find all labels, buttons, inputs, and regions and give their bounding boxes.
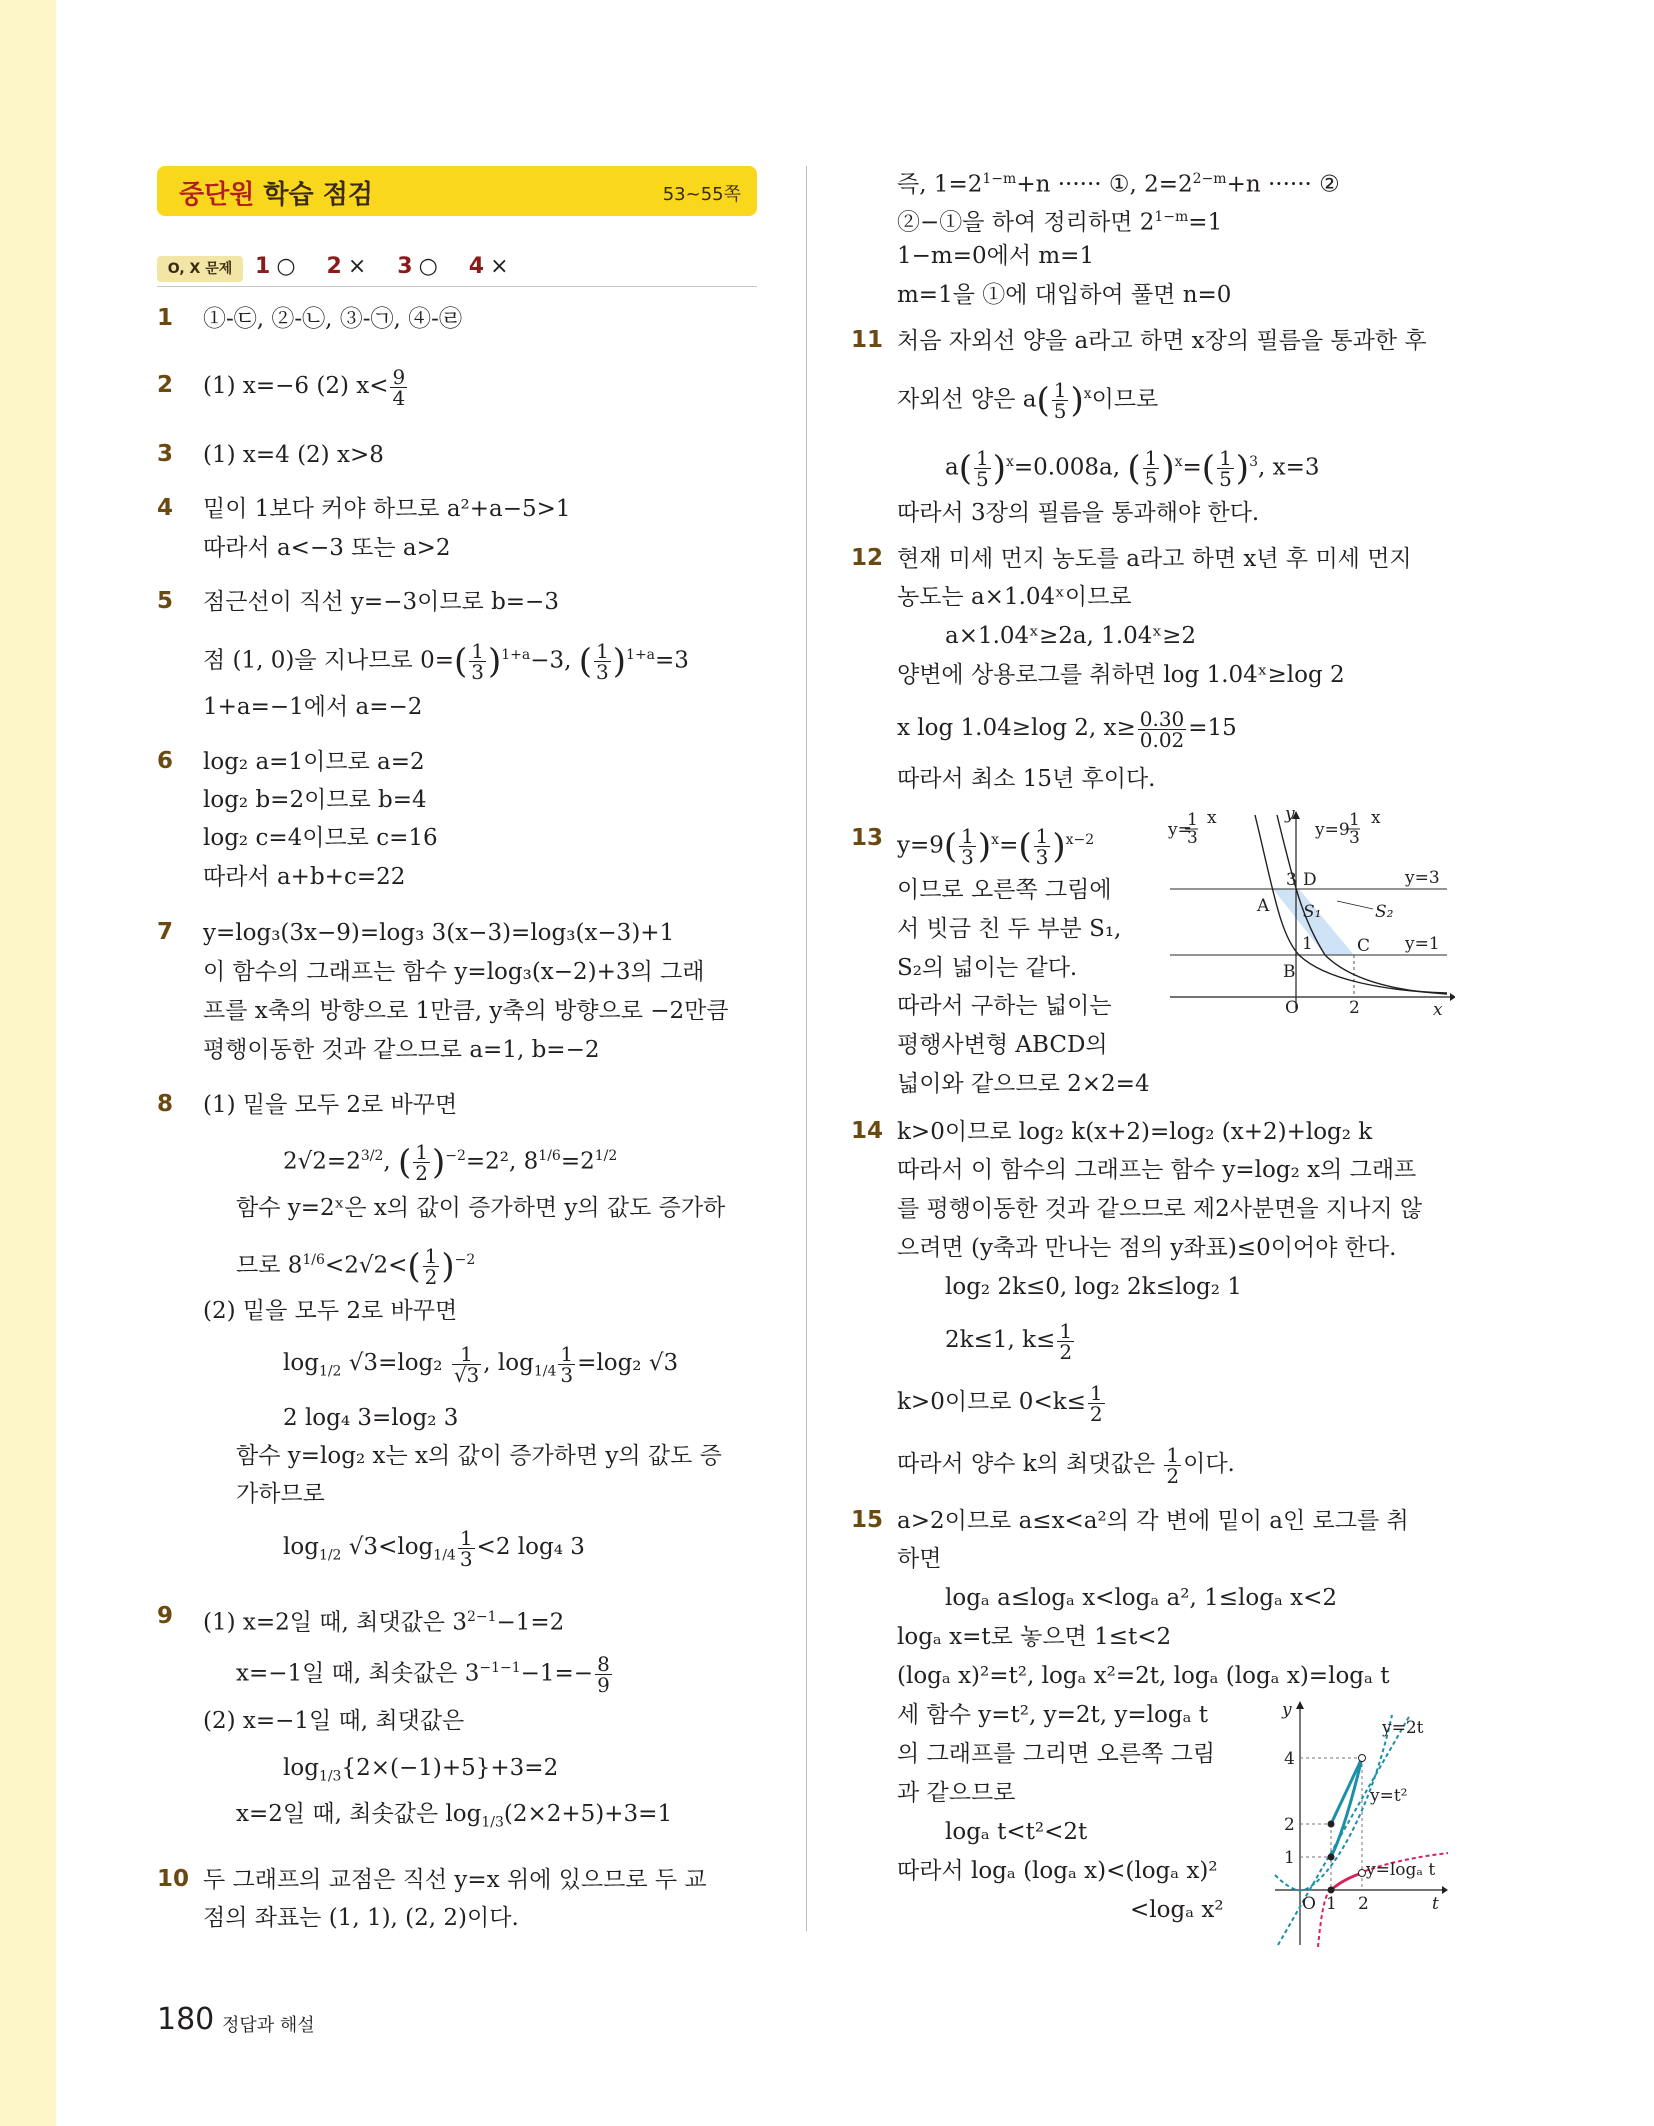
t-axis-arrow bbox=[1442, 1886, 1448, 1894]
fraction bbox=[558, 1341, 575, 1387]
problem-number: 8 bbox=[157, 1091, 174, 1117]
exponent: x bbox=[1083, 386, 1092, 402]
fraction bbox=[974, 446, 991, 492]
answer-line: 따라서 최소 15년 후이다. bbox=[897, 766, 1156, 792]
curve-log-segment bbox=[1331, 1873, 1362, 1890]
answer-text: ②−①을 하여 정리하면 2 bbox=[897, 209, 1155, 236]
answer-text: (2×2+5)+3=1 bbox=[503, 1801, 673, 1827]
page-number: 180 bbox=[157, 2002, 215, 2037]
answer-text: x=2일 때, 최솟값은 log bbox=[236, 1801, 482, 1827]
problem-number: 1 bbox=[157, 305, 174, 331]
denominator: 5 bbox=[975, 467, 989, 492]
label-f1-den: 3 bbox=[1187, 828, 1198, 848]
answer-line: 따라서 3장의 필름을 통과해야 한다. bbox=[897, 500, 1260, 526]
open-point bbox=[1359, 1755, 1366, 1762]
problem-number: 6 bbox=[157, 748, 174, 774]
answer-line bbox=[897, 164, 1340, 200]
denominator: 2 bbox=[424, 1265, 438, 1290]
answer-text: k>0이므로 0<k≤ bbox=[897, 1389, 1086, 1415]
numerator: 1 bbox=[424, 1244, 438, 1269]
axis-label-y: y bbox=[1285, 805, 1295, 824]
numerator: 1 bbox=[1144, 446, 1158, 471]
answer-line: 밑이 1보다 커야 하므로 a²+a−5>1 bbox=[203, 496, 571, 522]
answer-text: −3, bbox=[530, 647, 572, 674]
numerator: 1 bbox=[471, 639, 484, 664]
label-f2-den: 3 bbox=[1349, 828, 1360, 848]
numerator: 8 bbox=[597, 1652, 610, 1677]
section-header bbox=[157, 166, 757, 216]
y-axis-arrow bbox=[1296, 1701, 1304, 1709]
answer-line: 이므로 오른쪽 그림에 bbox=[897, 877, 1112, 903]
label-f1-exp: x bbox=[1207, 808, 1217, 828]
answer-line: 따라서 이 함수의 그래프는 함수 y=log₂ x의 그래프 bbox=[897, 1157, 1417, 1183]
answer-text: log bbox=[283, 1350, 319, 1376]
answer-line: log₂ c=4이므로 c=16 bbox=[203, 825, 438, 851]
numerator: 1 bbox=[975, 446, 989, 471]
section-title-sub: 학습 점검 bbox=[263, 180, 373, 210]
answer-text: , x=3 bbox=[1257, 454, 1320, 481]
log-base: 1/3 bbox=[318, 1768, 342, 1785]
fraction bbox=[1217, 446, 1234, 492]
answer-line: 함수 y=log₂ x는 x의 값이 증가하면 y의 값도 증 bbox=[236, 1443, 722, 1469]
tick-1: 1 bbox=[1302, 934, 1313, 954]
answer-line: (1) x=4 (2) x>8 bbox=[203, 442, 384, 468]
ox-answers bbox=[157, 254, 757, 287]
answer-line: 를 평행이동한 것과 같으므로 제2사분면을 지나지 않 bbox=[897, 1196, 1423, 1222]
answer-text: x log 1.04≥log 2, x≥ bbox=[897, 715, 1136, 741]
tick-3: 3 bbox=[1286, 870, 1297, 890]
page-range: 53~55쪽 bbox=[662, 184, 741, 205]
answer-text: =0.008a, bbox=[1013, 454, 1128, 481]
ox-items bbox=[255, 254, 509, 279]
answer-line: 1+a=−1에서 a=−2 bbox=[203, 694, 423, 720]
answer-line: 따라서 a+b+c=22 bbox=[203, 864, 406, 890]
exponent: 1+a bbox=[626, 647, 656, 663]
exponent: 1−m bbox=[1154, 209, 1189, 225]
denominator: 3 bbox=[560, 1362, 574, 1387]
answer-text: −1=− bbox=[520, 1660, 594, 1687]
ox-num: 1 bbox=[255, 254, 271, 279]
answer-line: 과 같으므로 bbox=[897, 1780, 1016, 1806]
answer-line: (logₐ x)²=t², logₐ x²=2t, logₐ (logₐ x)=logₐ t bbox=[897, 1663, 1390, 1689]
axis-label-y: y bbox=[1282, 1700, 1292, 1720]
point-B: B bbox=[1283, 962, 1296, 982]
answer-text: , log bbox=[483, 1350, 534, 1376]
answer-text: 2k≤1, k≤ bbox=[945, 1327, 1056, 1353]
answer-line: logₐ t<t²<2t bbox=[945, 1819, 1088, 1845]
point-D: D bbox=[1303, 870, 1317, 890]
ox-num: 3 bbox=[397, 254, 413, 279]
numerator: 9 bbox=[392, 364, 406, 389]
label-f2-exp: x bbox=[1371, 808, 1381, 828]
denominator: 2 bbox=[1166, 1463, 1180, 1488]
answer-line: a×1.04ˣ≥2a, 1.04ˣ≥2 bbox=[945, 623, 1197, 649]
answer-line: <logₐ x² bbox=[1130, 1897, 1224, 1923]
denominator: 9 bbox=[597, 1673, 610, 1698]
point-A: A bbox=[1257, 896, 1270, 916]
numerator: 1 bbox=[596, 639, 609, 664]
ox-mark: ○ bbox=[418, 254, 438, 279]
denominator: 3 bbox=[596, 660, 609, 685]
answer-line: 가하므로 bbox=[236, 1481, 325, 1507]
problem-number: 5 bbox=[157, 588, 174, 614]
denominator: 0.02 bbox=[1139, 727, 1185, 752]
answer-line: 하면 bbox=[897, 1546, 942, 1572]
denominator: 4 bbox=[392, 385, 406, 410]
answer-line: 서 빗금 친 두 부분 S₁, bbox=[897, 916, 1122, 942]
log-base: 1/2 bbox=[318, 1547, 342, 1564]
answer-line: a( $\frac{1}{5}$ )$^x$=0.008a, ( $\frac{1}{5}$ )$^x$=( $\frac{1}{5}$ )$^3$, x=3 bbox=[945, 446, 1320, 492]
answer-line: 점의 좌표는 (1, 1), (2, 2)이다. bbox=[203, 1905, 519, 1931]
numerator: 1 bbox=[452, 1344, 481, 1365]
problem-number: 14 bbox=[851, 1118, 884, 1144]
answer-text: =log₂ √3 bbox=[577, 1350, 679, 1376]
exponent: x bbox=[991, 832, 1000, 848]
answer-line: y=log₃(3x−9)=log₃ 3(x−3)=log₃(x−3)+1 bbox=[203, 920, 675, 946]
label-log: y=logₐ t bbox=[1366, 1860, 1436, 1880]
answer-line: 프를 x축의 방향으로 1만큼, y축의 방향으로 −2만큼 bbox=[203, 998, 729, 1024]
answer-line: 의 그래프를 그리면 오른쪽 그림 bbox=[897, 1741, 1216, 1767]
fraction bbox=[1164, 1442, 1181, 1488]
answer-line bbox=[897, 202, 1222, 238]
exponent: 3/2 bbox=[360, 1148, 384, 1164]
fraction bbox=[959, 824, 976, 870]
log-base: 1/4 bbox=[433, 1547, 456, 1564]
section-title-main: 중단원 bbox=[179, 180, 255, 210]
answer-line bbox=[236, 1640, 614, 1702]
origin-O: O bbox=[1302, 1894, 1316, 1914]
answer-line bbox=[203, 1602, 564, 1638]
fraction bbox=[1052, 378, 1069, 424]
problem-number: 4 bbox=[157, 495, 174, 521]
answer-text: =15 bbox=[1188, 715, 1237, 741]
answer-text: x=−1일 때, 최솟값은 3 bbox=[236, 1660, 480, 1687]
point-C: C bbox=[1357, 936, 1371, 956]
exponent: 1/6 bbox=[302, 1252, 325, 1268]
fraction bbox=[423, 1244, 440, 1290]
answer-text: {2×(−1)+5}+3=2 bbox=[341, 1755, 559, 1781]
exponent: −2 bbox=[445, 1148, 466, 1164]
exponent: −2 bbox=[454, 1252, 476, 1268]
section-title bbox=[179, 174, 373, 211]
answer-text: =1 bbox=[1188, 209, 1223, 236]
tick-1: 1 bbox=[1284, 1848, 1295, 1868]
answer-text: =2², 8 bbox=[465, 1148, 539, 1175]
footer-label: 정답과 해설 bbox=[222, 2015, 315, 2036]
answer-line: 따라서 a<−3 또는 a>2 bbox=[203, 535, 451, 561]
exponent: x bbox=[1005, 454, 1014, 470]
answer-line: m=1을 ①에 대입하여 풀면 n=0 bbox=[897, 282, 1232, 308]
denominator: 5 bbox=[1053, 399, 1067, 424]
answer-line: 농도는 a×1.04ˣ이므로 bbox=[897, 584, 1132, 610]
denominator: 3 bbox=[961, 845, 974, 870]
numerator: 1 bbox=[1053, 378, 1067, 403]
exponent: x−2 bbox=[1065, 832, 1095, 848]
shaded-region bbox=[1273, 889, 1354, 955]
answer-line bbox=[203, 356, 409, 416]
exponent: 1/6 bbox=[538, 1148, 561, 1164]
answer-line: logₐ x=t로 놓으면 1≤t<2 bbox=[897, 1624, 1172, 1650]
answer-text: −1=2 bbox=[496, 1609, 565, 1636]
answer-text: √3<log bbox=[341, 1534, 434, 1560]
tick-2: 2 bbox=[1284, 1815, 1295, 1835]
ox-mark: × bbox=[347, 254, 367, 279]
answer-line: log₂ 2k≤0, log₂ 2k≤log₂ 1 bbox=[945, 1274, 1242, 1300]
label-y3: y=3 bbox=[1405, 868, 1440, 888]
tick-2: 2 bbox=[1349, 998, 1360, 1017]
problem-number: 9 bbox=[157, 1603, 174, 1629]
log-base: 1/4 bbox=[533, 1363, 557, 1380]
answer-line: 1−m=0에서 m=1 bbox=[897, 243, 1095, 269]
answer-line: ①-㉢, ②-㉡, ③-㉠, ④-㉣ bbox=[203, 306, 462, 332]
answer-line: a>2이므로 a≤x<a²의 각 변에 밑이 a인 로그를 취 bbox=[897, 1508, 1409, 1534]
answer-line: 따라서 구하는 넓이는 bbox=[897, 993, 1112, 1019]
denominator: 5 bbox=[1144, 467, 1158, 492]
problem-number: 11 bbox=[851, 327, 884, 353]
point bbox=[1328, 1887, 1335, 1894]
answer-line: 함수 y=2ˣ은 x의 값이 증가하면 y의 값도 증가하 bbox=[236, 1195, 726, 1221]
label-S2: S₂ bbox=[1375, 902, 1394, 922]
label-f1-num: 1 bbox=[1187, 810, 1198, 830]
label-y1: y=1 bbox=[1405, 934, 1440, 954]
answer-line: (2) 밑을 모두 2로 바꾸면 bbox=[203, 1298, 458, 1324]
answer-text: = bbox=[999, 832, 1019, 859]
parallelogram-graph bbox=[1165, 805, 1455, 1017]
side-band bbox=[0, 0, 56, 2126]
answer-text: +n ······ ② bbox=[1226, 171, 1340, 198]
denominator: 2 bbox=[415, 1161, 428, 1186]
fraction bbox=[595, 1652, 612, 1698]
numerator: 0.30 bbox=[1139, 706, 1185, 731]
answer-line: logₐ a≤logₐ x<logₐ a², 1≤logₐ x<2 bbox=[945, 1585, 1337, 1611]
answer-line: (1) 밑을 모두 2로 바꾸면 bbox=[203, 1092, 458, 1118]
answer-text: (1) x=2일 때, 최댓값은 3 bbox=[203, 1609, 467, 1636]
answer-text: log bbox=[283, 1534, 319, 1560]
answer-text: 2√2=2 bbox=[283, 1148, 361, 1175]
label-f2: y=9 bbox=[1315, 820, 1350, 840]
problem-number: 12 bbox=[851, 545, 884, 571]
answer-line: 점 (1, 0)을 지나므로 0=( $\frac{1}{3}$ )$^{1+a}$−3, ( $\frac{1}{3}$ )$^{1+a}$=3 bbox=[203, 639, 689, 685]
pointer-S2 bbox=[1337, 901, 1373, 909]
answer-text: 따라서 양수 k의 최댓값은 bbox=[897, 1451, 1163, 1477]
curve-2t-extended bbox=[1278, 1715, 1410, 1945]
ox-badge: O, X 문제 bbox=[157, 256, 243, 282]
fraction bbox=[458, 1525, 475, 1571]
exponent: 1−m bbox=[982, 171, 1017, 187]
axis-label-t: t bbox=[1432, 1894, 1439, 1914]
exponent: x bbox=[1174, 454, 1183, 470]
answer-line: 처음 자외선 양을 a라고 하면 x장의 필름을 통과한 후 bbox=[897, 328, 1427, 354]
fraction bbox=[413, 1140, 430, 1186]
answer-line: 두 그래프의 교점은 직선 y=x 위에 있으므로 두 교 bbox=[203, 1867, 707, 1893]
fraction bbox=[469, 639, 486, 685]
denominator: 3 bbox=[471, 660, 484, 685]
answer-line: 평행사변형 ABCD의 bbox=[897, 1032, 1108, 1058]
answer-line: log₂ b=2이므로 b=4 bbox=[203, 787, 427, 813]
answer-text: = bbox=[1182, 454, 1202, 481]
point bbox=[1328, 1821, 1335, 1828]
origin-O: O bbox=[1285, 998, 1299, 1017]
answer-line bbox=[897, 1436, 1235, 1492]
ox-mark: ○ bbox=[276, 254, 296, 279]
log-base: 1/2 bbox=[318, 1363, 342, 1380]
answer-text: <2 log₄ 3 bbox=[476, 1534, 585, 1560]
denominator: 2 bbox=[1089, 1401, 1103, 1426]
answer-line bbox=[283, 1753, 558, 1792]
answer-line: log₂ a=1이므로 a=2 bbox=[203, 749, 425, 775]
numerator: 1 bbox=[1089, 1380, 1103, 1405]
problem-number: 10 bbox=[157, 1866, 190, 1892]
denominator: 5 bbox=[1219, 467, 1232, 492]
column-divider bbox=[806, 166, 807, 1931]
axis-label-x: x bbox=[1433, 1000, 1443, 1017]
answer-text: √3=log₂ bbox=[341, 1350, 450, 1376]
answer-line: (2) x=−1일 때, 최댓값은 bbox=[203, 1708, 465, 1734]
answer-line bbox=[945, 1312, 1076, 1368]
log-comparison-graph bbox=[1270, 1695, 1454, 1950]
answer-line: 양변에 상용로그를 취하면 log 1.04ˣ≥log 2 bbox=[897, 662, 1345, 688]
fraction bbox=[1057, 1318, 1074, 1364]
numerator: 1 bbox=[961, 824, 974, 849]
exponent: 3 bbox=[1249, 454, 1258, 470]
answer-text: =3 bbox=[655, 647, 689, 674]
exponent: 1+a bbox=[501, 647, 531, 663]
answer-line: S₂의 넓이는 같다. bbox=[897, 955, 1078, 981]
numerator: 1 bbox=[1166, 1442, 1180, 1467]
answer-text: 자외선 양은 a bbox=[897, 386, 1037, 413]
numerator: 1 bbox=[1035, 824, 1049, 849]
numerator: 1 bbox=[1059, 1318, 1073, 1343]
answer-line bbox=[283, 1335, 678, 1400]
answer-line: y=9( $\frac{1}{3}$ )$^x$=( $\frac{1}{3}$ )$^{x-2}$ bbox=[897, 824, 1095, 870]
denominator: 3 bbox=[1035, 845, 1049, 870]
answer-line: $2√2=2^{3/2}$, ( $\frac{1}{2}$ )$^{-2}$=2², $8^{1/6}=2^{1/2}$ bbox=[283, 1140, 618, 1186]
problem-number: 7 bbox=[157, 919, 174, 945]
ox-num: 2 bbox=[326, 254, 342, 279]
problem-number: 2 bbox=[157, 372, 174, 398]
answer-line: 자외선 양은 a( $\frac{1}{5}$ )$^x$이므로 bbox=[897, 378, 1159, 424]
label-t2: y=t² bbox=[1370, 1786, 1408, 1806]
exponent: 2−1 bbox=[466, 1609, 497, 1625]
exponent: −1−1 bbox=[479, 1660, 521, 1676]
numerator: 1 bbox=[415, 1140, 428, 1165]
fraction bbox=[1034, 824, 1051, 870]
answer-text: 이다. bbox=[1183, 1451, 1235, 1477]
answer-line: 2 log₄ 3=log₂ 3 bbox=[283, 1405, 459, 1431]
answer-line bbox=[236, 1799, 672, 1838]
fraction bbox=[1143, 446, 1160, 492]
x-axis-arrow bbox=[1450, 993, 1455, 1001]
denominator: 3 bbox=[459, 1546, 473, 1571]
exponent: 1/2 bbox=[594, 1148, 618, 1164]
answer-line: 세 함수 y=t², y=2t, y=logₐ t bbox=[897, 1702, 1209, 1728]
fraction bbox=[1088, 1380, 1105, 1426]
answer-text: 즉, 1=2 bbox=[897, 171, 983, 198]
answer-line bbox=[897, 700, 1237, 756]
answer-text: 므로 8 bbox=[236, 1252, 303, 1279]
ox-num: 4 bbox=[468, 254, 485, 279]
problem-number: 3 bbox=[157, 441, 174, 467]
answer-text: y=9 bbox=[897, 832, 944, 859]
answer-text: 점 (1, 0)을 지나므로 0= bbox=[203, 647, 454, 674]
fraction bbox=[594, 639, 611, 685]
tick-t2: 2 bbox=[1358, 1894, 1369, 1914]
answer-text: +n ······ ①, 2=2 bbox=[1016, 171, 1193, 198]
answer-line: 따라서 logₐ (logₐ x)<(logₐ x)² bbox=[897, 1858, 1218, 1884]
answer-text: , bbox=[383, 1148, 398, 1175]
answer-text: log bbox=[283, 1755, 319, 1781]
numerator: 1 bbox=[1219, 446, 1232, 471]
fraction bbox=[1138, 706, 1187, 752]
answer-line: 넓이와 같으므로 2×2=4 bbox=[897, 1071, 1150, 1097]
ox-mark: × bbox=[490, 254, 509, 279]
answer-text: =2 bbox=[560, 1148, 595, 1175]
numerator: 1 bbox=[459, 1525, 473, 1550]
label-f1: y= bbox=[1168, 820, 1192, 840]
answer-line: 으려면 (y축과 만나는 점의 y좌표)≤0이어야 한다. bbox=[897, 1235, 1397, 1261]
denominator: 2 bbox=[1059, 1339, 1073, 1364]
answer-text: 이므로 bbox=[1091, 386, 1159, 413]
problem-number: 13 bbox=[851, 825, 884, 851]
answer-line bbox=[283, 1519, 585, 1584]
answer-text: (1) x=−6 (2) x< bbox=[203, 373, 389, 399]
denominator: √3 bbox=[453, 1362, 480, 1387]
answer-line: 점근선이 직선 y=−3이므로 b=−3 bbox=[203, 589, 559, 615]
answer-line bbox=[897, 1374, 1107, 1430]
tick-4: 4 bbox=[1284, 1749, 1295, 1769]
problem-number: 15 bbox=[851, 1507, 884, 1533]
exponent: 2−m bbox=[1192, 171, 1227, 187]
answer-text: <2√2< bbox=[324, 1252, 408, 1279]
answer-line: k>0이므로 log₂ k(x+2)=log₂ (x+2)+log₂ k bbox=[897, 1119, 1373, 1145]
answer-line: 므로 $8^{1/6}<2√2<$( $\frac{1}{2}$ )$^{-2}$ bbox=[236, 1244, 476, 1290]
open-point bbox=[1359, 1870, 1366, 1877]
numerator: 1 bbox=[560, 1341, 574, 1366]
fraction bbox=[390, 364, 407, 410]
tick-t1: 1 bbox=[1326, 1894, 1337, 1914]
label-f2-num: 1 bbox=[1349, 810, 1360, 830]
answer-line: 현재 미세 먼지 농도를 a라고 하면 x년 후 미세 먼지 bbox=[897, 546, 1412, 572]
log-base: 1/3 bbox=[481, 1814, 504, 1831]
label-2t: y=2t bbox=[1382, 1718, 1424, 1738]
label-S1: S₁ bbox=[1303, 902, 1322, 922]
answer-text: a bbox=[945, 454, 959, 481]
answer-line: 이 함수의 그래프는 함수 y=log₃(x−2)+3의 그래 bbox=[203, 959, 705, 985]
answer-line: 평행이동한 것과 같으므로 a=1, b=−2 bbox=[203, 1037, 600, 1063]
fraction bbox=[452, 1341, 481, 1387]
point bbox=[1328, 1854, 1335, 1861]
